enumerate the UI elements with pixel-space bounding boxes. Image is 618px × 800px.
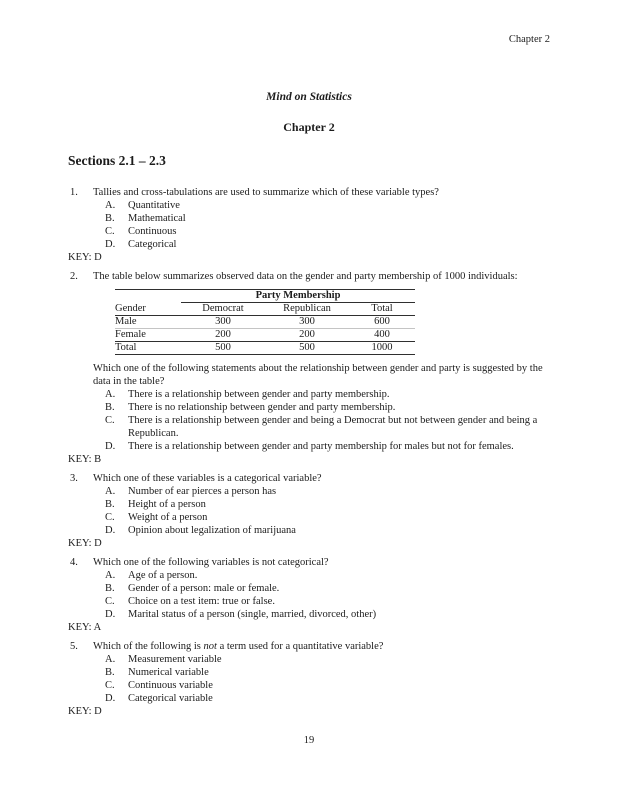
question-1-option-b	[68, 212, 550, 225]
cell-value: 300	[265, 316, 349, 329]
option-letter: D.	[105, 441, 116, 452]
row-label: Female	[115, 329, 181, 342]
question-4-option-a	[68, 569, 550, 582]
option-letter: A.	[105, 389, 116, 400]
question-number: 2.	[70, 271, 78, 282]
page-header-chapter: Chapter 2	[508, 34, 550, 45]
question-2-stem	[68, 270, 550, 283]
option-letter: B.	[105, 583, 115, 594]
question-5-answer-key: KEY: D	[68, 706, 102, 717]
cell-value: 200	[265, 329, 349, 342]
question-2-followup	[68, 362, 550, 388]
question-3-answer-key: KEY: D	[68, 538, 102, 549]
question-5-option-b	[68, 666, 550, 679]
table-empty-cell	[115, 290, 181, 303]
question-stem-text-italic: not	[203, 641, 217, 652]
question-3	[68, 472, 550, 550]
question-4-stem	[68, 556, 550, 569]
option-letter: C.	[105, 596, 115, 607]
question-1-option-c	[68, 225, 550, 238]
cell-value: 1000	[349, 342, 415, 355]
option-text: Age of a person.	[128, 570, 198, 581]
question-5-option-d	[68, 692, 550, 705]
cell-value: 600	[349, 316, 415, 329]
option-letter: C.	[105, 512, 115, 523]
option-text: Marital status of a person (single, married, divorced, other)	[128, 609, 377, 620]
option-text: Opinion about legalization of marijuana	[128, 525, 296, 536]
option-text: Quantitative	[128, 200, 180, 211]
option-text: Categorical	[128, 239, 177, 250]
chapter-title: Chapter 2	[283, 120, 335, 134]
cell-value: 500	[265, 342, 349, 355]
cell-value: 200	[181, 329, 265, 342]
question-1-answer-key: KEY: D	[68, 252, 102, 263]
option-text: There is a relationship between gender and being a Democrat but not between gender and being a Republican.	[128, 415, 538, 439]
option-letter: D.	[105, 693, 116, 704]
question-4-answer-key: KEY: A	[68, 622, 102, 633]
question-list	[68, 186, 550, 718]
option-text: Continuous variable	[128, 680, 213, 691]
party-membership-table	[115, 289, 415, 355]
question-3-option-c	[68, 511, 550, 524]
question-3-option-d	[68, 524, 550, 537]
option-letter: D.	[105, 525, 116, 536]
question-4-option-c	[68, 595, 550, 608]
option-letter: B.	[105, 402, 115, 413]
question-2-option-d	[68, 440, 550, 453]
option-letter: B.	[105, 499, 115, 510]
column-header-total: Total	[349, 303, 415, 316]
table-row-male	[115, 316, 415, 329]
cell-value: 300	[181, 316, 265, 329]
option-letter: A.	[105, 570, 116, 581]
option-letter: D.	[105, 239, 116, 250]
question-2-option-c	[68, 414, 550, 440]
question-1-option-a	[68, 199, 550, 212]
question-followup-text: Which one of the following statements about the relationship between gender and party is suggested by the data in the table?	[93, 363, 543, 387]
question-number: 5.	[70, 641, 78, 652]
option-letter: B.	[105, 213, 115, 224]
question-1	[68, 186, 550, 264]
question-1-option-d	[68, 238, 550, 251]
question-5-stem	[68, 640, 550, 653]
option-text: Categorical variable	[128, 693, 213, 704]
option-text: Mathematical	[128, 213, 186, 224]
option-text: Continuous	[128, 226, 177, 237]
question-4	[68, 556, 550, 634]
option-letter: A.	[105, 654, 116, 665]
question-stem-text-post: a term used for a quantitative variable?	[216, 641, 384, 652]
question-2	[68, 270, 550, 466]
cell-value: 500	[181, 342, 265, 355]
option-text: Height of a person	[128, 499, 206, 510]
table-header-row	[115, 303, 415, 316]
option-letter: C.	[105, 680, 115, 691]
table-row-total	[115, 342, 415, 355]
row-label: Male	[115, 316, 181, 329]
table-group-header-row	[115, 290, 415, 303]
page-number: 19	[303, 735, 315, 746]
question-1-stem	[68, 186, 550, 199]
row-label: Total	[115, 342, 181, 355]
column-header-republican: Republican	[265, 303, 349, 316]
question-number: 4.	[70, 557, 78, 568]
book-title: Mind on Statistics	[266, 91, 352, 103]
question-3-option-b	[68, 498, 550, 511]
question-3-option-a	[68, 485, 550, 498]
question-number: 3.	[70, 473, 78, 484]
option-text: There is a relationship between gender and party membership for males but not for females.	[128, 441, 514, 452]
option-text: Numerical variable	[128, 667, 209, 678]
column-header-democrat: Democrat	[181, 303, 265, 316]
option-letter: A.	[105, 200, 116, 211]
option-letter: C.	[105, 415, 115, 426]
question-5-option-c	[68, 679, 550, 692]
cell-value: 400	[349, 329, 415, 342]
table-row-female	[115, 329, 415, 342]
option-letter: B.	[105, 667, 115, 678]
option-text: There is no relationship between gender and party membership.	[128, 402, 396, 413]
column-header-gender: Gender	[115, 303, 181, 316]
question-stem-text: Tallies and cross-tabulations are used to summarize which of these variable types?	[93, 187, 439, 198]
option-text: Measurement variable	[128, 654, 222, 665]
section-heading: Sections 2.1 – 2.3	[68, 153, 166, 168]
question-number: 1.	[70, 187, 78, 198]
question-2-option-a	[68, 388, 550, 401]
question-stem-text-pre: Which of the following is	[93, 641, 204, 652]
question-stem-text: The table below summarizes observed data on the gender and party membership of 1000 individuals:	[93, 271, 518, 282]
option-text: Gender of a person: male or female.	[128, 583, 280, 594]
question-stem-text: Which one of these variables is a categorical variable?	[93, 473, 322, 484]
option-letter: C.	[105, 226, 115, 237]
option-text: Choice on a test item: true or false.	[128, 596, 275, 607]
question-5	[68, 640, 550, 718]
option-text: There is a relationship between gender and party membership.	[128, 389, 390, 400]
option-letter: A.	[105, 486, 116, 497]
question-stem-text: Which one of the following variables is not categorical?	[93, 557, 329, 568]
option-letter: D.	[105, 609, 116, 620]
question-4-option-d	[68, 608, 550, 621]
question-3-stem	[68, 472, 550, 485]
option-text: Number of ear pierces a person has	[128, 486, 277, 497]
option-text: Weight of a person	[128, 512, 208, 523]
question-2-answer-key: KEY: B	[68, 454, 102, 465]
question-5-option-a	[68, 653, 550, 666]
question-2-option-b	[68, 401, 550, 414]
table-group-header: Party Membership	[181, 290, 415, 303]
question-4-option-b	[68, 582, 550, 595]
